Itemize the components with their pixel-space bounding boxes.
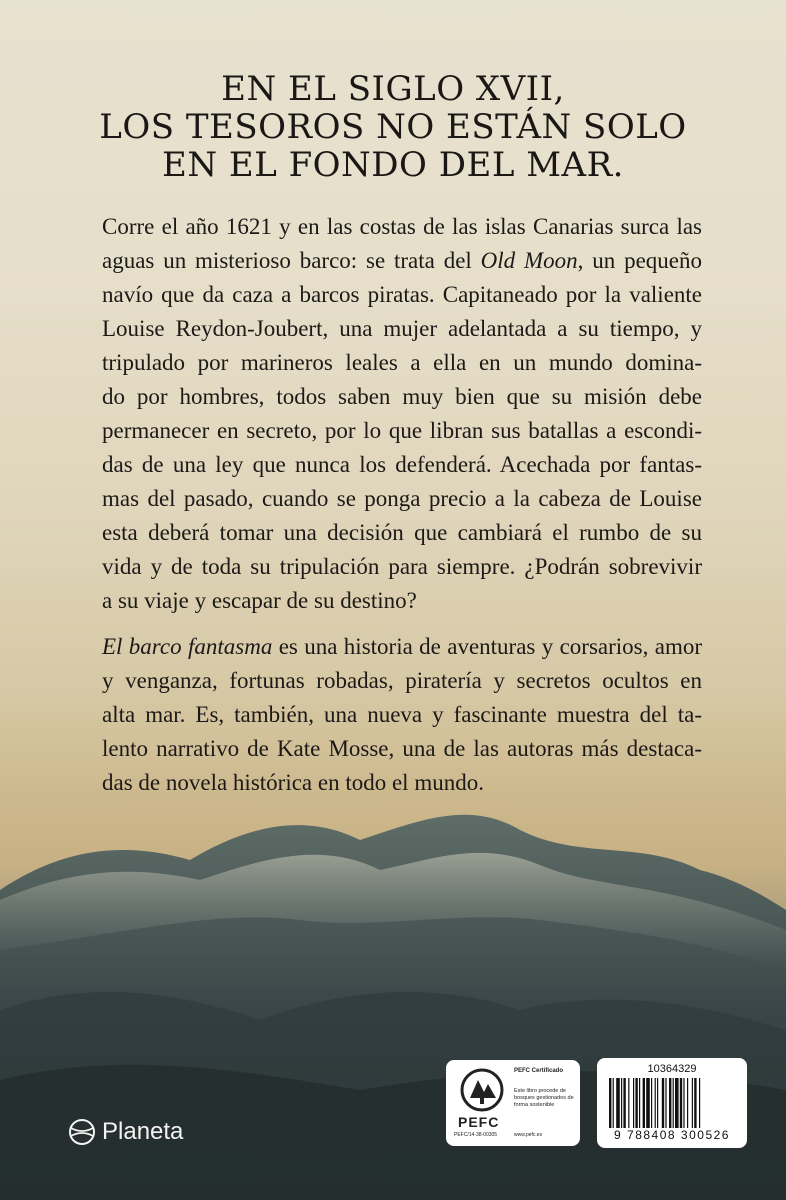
barcode-bar bbox=[635, 1078, 637, 1128]
text-line: vida y de toda su tripulación para siempre. ¿Podrán sobrevivir bbox=[102, 554, 702, 579]
text-line: do por hombres, todos saben muy bien que su misión debe bbox=[102, 384, 702, 409]
barcode-bar bbox=[633, 1078, 634, 1128]
barcode-bar bbox=[687, 1078, 688, 1128]
text-line: lento narrativo de Kate Mosse, una de las autoras más destaca- bbox=[102, 736, 702, 761]
barcode-bar bbox=[621, 1078, 622, 1128]
pefc-certification-label bbox=[446, 1060, 580, 1146]
barcode-bar bbox=[655, 1078, 656, 1128]
barcode-icon bbox=[609, 1078, 735, 1128]
barcode-bar bbox=[683, 1078, 684, 1128]
publisher-name: Planeta bbox=[102, 1118, 184, 1145]
pefc-logo-text: PEFC bbox=[458, 1114, 500, 1130]
barcode-bar bbox=[616, 1078, 620, 1128]
book-title: El barco fantasma bbox=[102, 634, 273, 659]
barcode-bar bbox=[609, 1078, 611, 1128]
barcode-bar bbox=[669, 1078, 671, 1128]
planet-icon bbox=[68, 1118, 96, 1146]
text-line: permanecer en secreto, por lo que libran sus batallas a escondi- bbox=[102, 418, 702, 443]
pefc-description: Este libro procede de bosques gestionados de forma sostenible bbox=[514, 1088, 574, 1108]
isbn-digits: 9 788408 300526 bbox=[614, 1128, 730, 1142]
barcode-bar bbox=[613, 1078, 614, 1128]
barcode-bar bbox=[675, 1078, 679, 1128]
pefc-title: PEFC Certificado bbox=[514, 1068, 564, 1074]
pefc-tree-icon bbox=[454, 1068, 510, 1114]
barcode-bar bbox=[699, 1078, 700, 1128]
synopsis-paragraph-1 bbox=[102, 210, 702, 618]
text-line: esta deberá tomar una decisión que cambiará el rumbo de su bbox=[102, 520, 702, 545]
text-line: das de una ley que nunca los defenderá. Acechada por fantas- bbox=[102, 452, 702, 477]
barcode-bar bbox=[639, 1078, 640, 1128]
barcode-bar bbox=[651, 1078, 652, 1128]
barcode-bar bbox=[662, 1078, 664, 1128]
headline bbox=[0, 70, 786, 184]
text-line: Louise Reydon-Joubert, una mujer adelantada a su tiempo, y bbox=[102, 316, 702, 341]
text-line: Corre el año 1621 y en las costas de las islas Canarias surca las bbox=[102, 214, 702, 239]
text-line: El barco fantasma es una historia de aventuras y corsarios, amor bbox=[102, 634, 702, 659]
barcode-bar bbox=[680, 1078, 682, 1128]
text-line: a su viaje y escapar de su destino? bbox=[102, 588, 417, 613]
pefc-url: www.pefc.es bbox=[514, 1132, 543, 1138]
synopsis bbox=[102, 210, 702, 800]
barcode-bar bbox=[673, 1078, 674, 1128]
text-line: tripulado por marineros leales a ella en un mundo domina- bbox=[102, 350, 702, 375]
text-line: alta mar. Es, también, una nueva y fascinante muestra del ta- bbox=[102, 702, 702, 727]
text-line: mas del pasado, cuando se ponga precio a la cabeza de Louise bbox=[102, 486, 702, 511]
barcode-bar bbox=[694, 1078, 696, 1128]
barcode-bar bbox=[692, 1078, 693, 1128]
barcode-label bbox=[597, 1058, 747, 1148]
headline-line-2: LOS TESOROS NO ESTÁN SOLO bbox=[99, 107, 687, 147]
synopsis-paragraph-2 bbox=[102, 630, 702, 800]
text-line: navío que da caza a barcos piratas. Capitaneado por la valiente bbox=[102, 282, 702, 307]
barcode-bar bbox=[665, 1078, 666, 1128]
pefc-code: PEFC/14-38-00305 bbox=[454, 1132, 498, 1138]
headline-line-3: EN EL FONDO DEL MAR. bbox=[162, 145, 624, 185]
text-line: y venganza, fortunas robadas, piratería y secretos ocultos en bbox=[102, 668, 702, 693]
barcode-bar bbox=[646, 1078, 650, 1128]
headline-line-1: EN EL SIGLO XVII, bbox=[221, 69, 565, 109]
publisher-logo bbox=[68, 1114, 183, 1150]
barcode-bar bbox=[628, 1078, 629, 1128]
ship-name: Old Moon bbox=[480, 248, 578, 273]
barcode-bar bbox=[657, 1078, 658, 1128]
internal-code: 10364329 bbox=[647, 1063, 697, 1075]
text-line: aguas un misterioso barco: se trata del Old Moon, un pequeño bbox=[102, 248, 702, 273]
barcode-bar bbox=[643, 1078, 645, 1128]
text-line: das de novela histórica en todo el mundo. bbox=[102, 770, 484, 795]
barcode-bar bbox=[623, 1078, 625, 1128]
